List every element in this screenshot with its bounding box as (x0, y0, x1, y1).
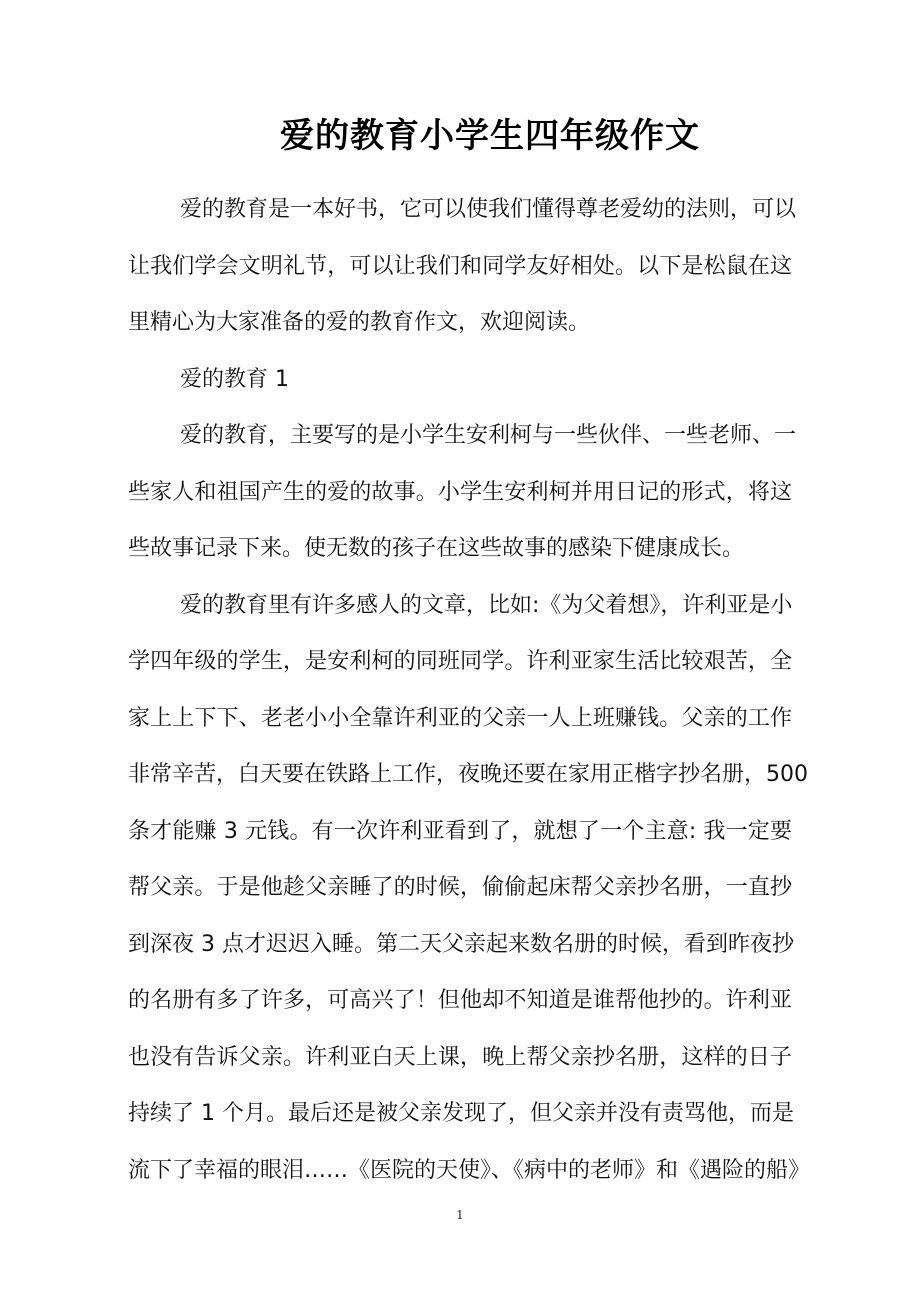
paragraph-line: 条才能赚 3 元钱。有一次许利亚看到了，就想了一个主意: 我一定要 (128, 818, 792, 844)
page-number: 1 (456, 1208, 464, 1222)
paragraph-line: 让我们学会文明礼节，可以让我们和同学友好相处。以下是松鼠在这 (128, 253, 792, 279)
paragraph-line: 非常辛苦，白天要在铁路上工作，夜晚还要在家用正楷字抄名册，500 (128, 762, 808, 787)
paragraph-line: 学四年级的学生，是安利柯的同班同学。许利亚家生活比较艰苦，全 (128, 649, 792, 674)
paragraph-line: 爱的教育，主要写的是小学生安利柯与一些伙伴、一些老师、一 (180, 423, 797, 448)
paragraph-line: 流下了幸福的眼泪……《医院的天使》、《病中的老师》和《遇险的船》 (128, 1157, 811, 1183)
document-title: 爱的教育小学生四年级作文 (280, 116, 700, 156)
paragraph-line: 家上上下下、老老小小全靠许利亚的父亲一人上班赚钱。父亲的工作 (128, 705, 792, 731)
paragraph-line: 到深夜 3 点才迟迟入睡。第二天父亲起来数名册的时候，看到昨夜抄 (128, 931, 794, 957)
section-heading: 爱的教育 1 (180, 366, 289, 392)
paragraph-line: 些家人和祖国产生的爱的故事。小学生安利柯并用日记的形式，将这 (128, 479, 792, 505)
paragraph-line: 里精心为大家准备的爱的教育作文，欢迎阅读。 (128, 310, 591, 335)
paragraph-line: 些故事记录下来。使无数的孩子在这些故事的感染下健康成长。 (128, 536, 745, 561)
paragraph-line: 持续了 1 个月。最后还是被父亲发现了，但父亲并没有责骂他，而是 (128, 1101, 794, 1126)
paragraph-line: 的名册有多了许多，可高兴了！但他却不知道是谁帮他抄的。许利亚 (128, 988, 792, 1013)
paragraph-line: 爱的教育里有许多感人的文章，比如:《为父着想》，许利亚是小 (180, 592, 793, 618)
paragraph-line: 也没有告诉父亲。许利亚白天上课，晚上帮父亲抄名册，这样的日子 (128, 1044, 792, 1070)
paragraph-line: 帮父亲。于是他趁父亲睡了的时候，偷偷起床帮父亲抄名册，一直抄 (128, 875, 792, 900)
document-body (128, 188, 811, 1205)
paragraph-line: 爱的教育是一本好书，它可以使我们懂得尊老爱幼的法则，可以 (180, 197, 797, 222)
